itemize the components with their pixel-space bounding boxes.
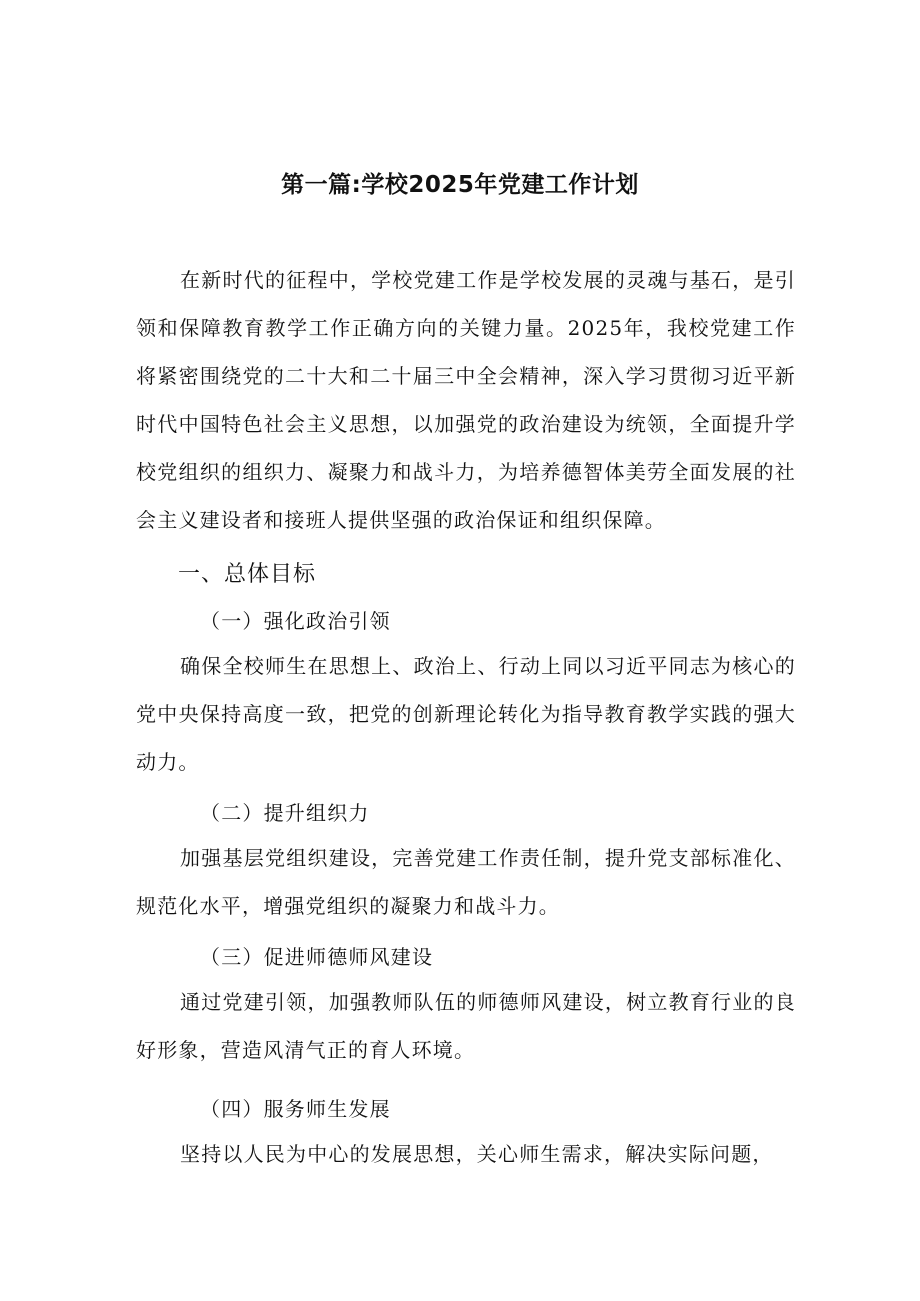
subsection-text-2: 加强基层党组织建设，完善党建工作责任制，提升党支部标准化、规范化水平，增强党组织的凝聚力和战斗力。 bbox=[136, 846, 796, 918]
document-title: 第一篇:学校2025年党建工作计划 bbox=[281, 172, 639, 198]
subsection-text-1: 确保全校师生在思想上、政治上、行动上同以习近平同志为核心的党中央保持高度一致，把党的创新理论转化为指导教育教学实践的强大动力。 bbox=[136, 654, 796, 774]
subsection-heading-1: （一）强化政治引领 bbox=[200, 609, 391, 633]
subsection-heading-3: （三）促进师德师风建设 bbox=[200, 945, 434, 969]
subsection-text-4: 坚持以人民为中心的发展思想，关心师生需求，解决实际问题， bbox=[180, 1142, 774, 1166]
subsection-heading-4: （四）服务师生发展 bbox=[200, 1097, 391, 1121]
section-heading-overall-goals: 一、总体目标 bbox=[178, 562, 317, 587]
subsection-text-3: 通过党建引领，加强教师队伍的师德师风建设，树立教育行业的良好形象，营造风清气正的育人环境。 bbox=[136, 990, 796, 1062]
intro-paragraph: 在新时代的征程中，学校党建工作是学校发展的灵魂与基石，是引领和保障教育教学工作正确方向的关键力量。2025年，我校党建工作将紧密围绕党的二十大和二十届三中全会精神，深入学习贯彻习近平新时代中国特色社会主义思想，以加强党的政治建设为统领，全面提升学校党组织的组织力、凝聚力和战斗力，为培养德智体美劳全面发展的社会主义建设者和接班人提供坚强的政治保证和组织保障。 bbox=[136, 268, 796, 532]
subsection-heading-2: （二）提升组织力 bbox=[200, 801, 370, 825]
